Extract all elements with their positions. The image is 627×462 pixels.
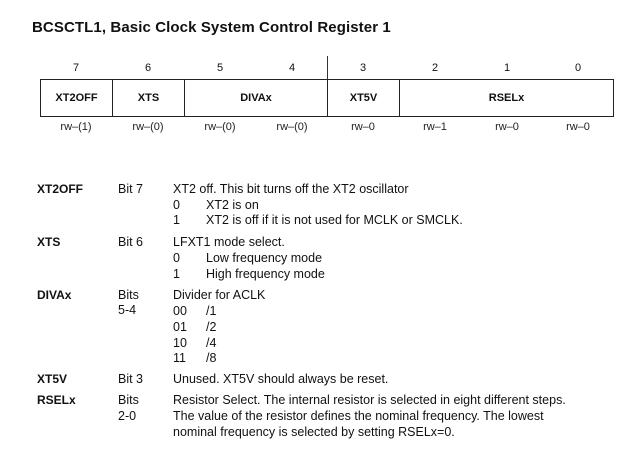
option-value: 11 [173, 351, 186, 365]
option-label: /2 [206, 320, 217, 334]
desc-text-divax: Divider for ACLK [173, 288, 266, 302]
field-xt2off: XT2OFF [41, 80, 113, 116]
desc-bits-divax-range: 5-4 [118, 303, 137, 317]
desc-bits-rselx: Bits [118, 393, 139, 407]
option-value: 1 [173, 267, 180, 281]
desc-text-xt2off: XT2 off. This bit turns off the XT2 oscillator [173, 182, 409, 196]
desc-text-rselx-line: The value of the resistor defines the nominal frequency. The lowest [173, 409, 544, 423]
desc-name-xts: XTS [37, 235, 61, 249]
option-value: 0 [173, 251, 180, 265]
desc-text-rselx-line: nominal frequency is selected by setting RSELx=0. [173, 425, 455, 439]
option-label: High frequency mode [206, 267, 325, 281]
option-value: 0 [173, 198, 180, 212]
option-value: 1 [173, 213, 180, 227]
access-type: rw–(0) [132, 121, 164, 133]
desc-name-xt5v: XT5V [37, 372, 68, 386]
bit-number: 3 [359, 62, 367, 74]
access-type: rw–0 [566, 121, 590, 133]
field-xt5v: XT5V [328, 80, 400, 116]
bit-number: 0 [574, 62, 582, 74]
desc-bits-divax: Bits [118, 288, 139, 302]
access-type: rw–(1) [60, 121, 92, 133]
desc-text-xts: LFXT1 mode select. [173, 235, 285, 249]
field-rselx: RSELx [488, 92, 525, 104]
bit-number: 5 [216, 62, 224, 74]
desc-name-xt2off: XT2OFF [37, 182, 84, 196]
desc-bits-rselx-range: 2-0 [118, 409, 137, 423]
bit-number: 4 [288, 62, 296, 74]
option-label: XT2 is off if it is not used for MCLK or SMCLK. [206, 213, 463, 227]
desc-text-rselx-line: Resistor Select. The internal resistor is selected in eight different steps. [173, 393, 566, 407]
register-title: BCSCTL1, Basic Clock System Control Register 1 [32, 19, 391, 36]
bit-number: 6 [144, 62, 152, 74]
desc-text-xt5v: Unused. XT5V should always be reset. [173, 372, 389, 386]
option-label: Low frequency mode [206, 251, 323, 265]
desc-bits-xts: Bit 6 [118, 235, 144, 249]
access-type: rw–(0) [276, 121, 308, 133]
option-value: 01 [173, 320, 187, 334]
option-value: 10 [173, 336, 187, 350]
access-type: rw–0 [495, 121, 519, 133]
option-label: /8 [206, 351, 217, 365]
desc-name-divax: DIVAx [37, 288, 72, 302]
desc-name-rselx: RSELx [37, 393, 76, 407]
bit-number: 1 [503, 62, 511, 74]
bit-number: 7 [72, 62, 80, 74]
option-value: 00 [173, 304, 187, 318]
option-label: /4 [206, 336, 217, 350]
desc-bits-xt2off: Bit 7 [118, 182, 144, 196]
access-type: rw–1 [423, 121, 447, 133]
desc-bits-xt5v: Bit 3 [118, 372, 144, 386]
access-type: rw–0 [351, 121, 375, 133]
bit-number: 2 [431, 62, 439, 74]
field-divax: DIVAx [185, 80, 328, 116]
access-type: rw–(0) [204, 121, 236, 133]
field-xts: XTS [113, 80, 185, 116]
option-label: XT2 is on [206, 198, 259, 212]
option-label: /1 [206, 304, 217, 318]
